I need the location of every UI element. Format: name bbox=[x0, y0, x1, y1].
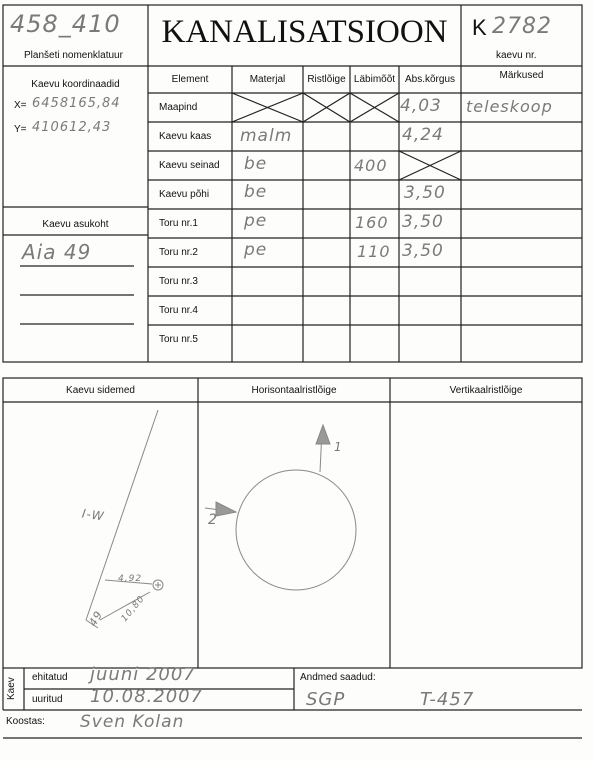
house-number-label: 49 bbox=[86, 608, 106, 629]
row-height: 3,50 bbox=[402, 241, 444, 261]
horizontal-section-title: Horisontaalristlõige bbox=[251, 385, 337, 396]
author-label: Koostas: bbox=[6, 716, 45, 727]
location-value: Aia 49 bbox=[22, 240, 92, 264]
well-number: 2782 bbox=[492, 14, 552, 39]
row-element: Kaevu põhi bbox=[159, 189, 210, 200]
y-coordinate: 410612,43 bbox=[32, 120, 112, 135]
row-height: 3,50 bbox=[404, 183, 446, 203]
nomenclature-label: Planšeti nomenklatuur bbox=[24, 50, 123, 61]
author-value: Sven Kolan bbox=[80, 712, 185, 732]
built-label: ehitatud bbox=[32, 672, 68, 683]
well-side-label: Kaev bbox=[6, 677, 17, 700]
row-element: Toru nr.1 bbox=[159, 218, 198, 229]
row-element: Toru nr.4 bbox=[159, 305, 198, 316]
pipe-line-label: I-W bbox=[81, 506, 106, 524]
row-material: pe bbox=[244, 240, 268, 260]
vertical-section-title: Vertikaalristlõige bbox=[449, 385, 523, 396]
pipe-2-label: 2 bbox=[208, 512, 218, 528]
location-label: Kaevu asukoht bbox=[42, 219, 109, 230]
source-label: Andmed saadud: bbox=[300, 672, 376, 683]
x-prefix: X= bbox=[14, 100, 27, 111]
header-diameter: Läbimõõt bbox=[353, 74, 396, 85]
row-element: Toru nr.5 bbox=[159, 334, 198, 345]
row-notes: teleskoop bbox=[466, 97, 553, 116]
row-element: Kaevu kaas bbox=[159, 131, 212, 142]
built-value: juuni 2007 bbox=[90, 664, 196, 685]
source-code: T-457 bbox=[420, 689, 475, 710]
header-material: Materjal bbox=[249, 74, 286, 85]
row-element: Maapind bbox=[159, 102, 198, 113]
distance-label: 4,92 bbox=[118, 574, 143, 584]
header-height: Abs.kõrgus bbox=[404, 74, 456, 85]
header-section: Ristlõige bbox=[307, 74, 346, 85]
row-height: 4,03 bbox=[400, 96, 442, 116]
row-material: malm bbox=[240, 126, 293, 146]
pipe-1-label: 1 bbox=[334, 440, 343, 454]
well-number-label: kaevu nr. bbox=[496, 50, 537, 61]
connections-title: Kaevu sidemed bbox=[66, 385, 135, 396]
surveyed-label: uuritud bbox=[32, 694, 63, 705]
row-diameter: 400 bbox=[354, 156, 388, 175]
row-height: 3,50 bbox=[402, 212, 444, 232]
surveyed-value: 10.08.2007 bbox=[90, 686, 204, 707]
page-title: KANALISATSIOON bbox=[161, 14, 448, 50]
well-prefix: K bbox=[472, 15, 487, 40]
row-material: pe bbox=[244, 211, 268, 231]
row-diameter: 160 bbox=[355, 213, 389, 232]
row-material: be bbox=[244, 154, 268, 174]
row-material: be bbox=[244, 182, 268, 202]
row-diameter: 110 bbox=[357, 242, 391, 261]
row-element: Toru nr.3 bbox=[159, 276, 198, 287]
row-element: Kaevu seinad bbox=[159, 160, 220, 171]
row-element: Toru nr.2 bbox=[159, 247, 198, 258]
row-height: 4,24 bbox=[402, 125, 444, 145]
header-notes: Märkused bbox=[499, 70, 544, 81]
nomenclature-value: 458_410 bbox=[10, 10, 121, 38]
coordinates-label: Kaevu koordinaadid bbox=[31, 79, 120, 90]
source-value: SGP bbox=[306, 689, 346, 710]
x-coordinate: 6458165,84 bbox=[32, 96, 121, 111]
y-prefix: Y= bbox=[14, 124, 27, 135]
header-element: Element bbox=[171, 74, 209, 85]
distance-label: 10,80 bbox=[119, 594, 148, 624]
